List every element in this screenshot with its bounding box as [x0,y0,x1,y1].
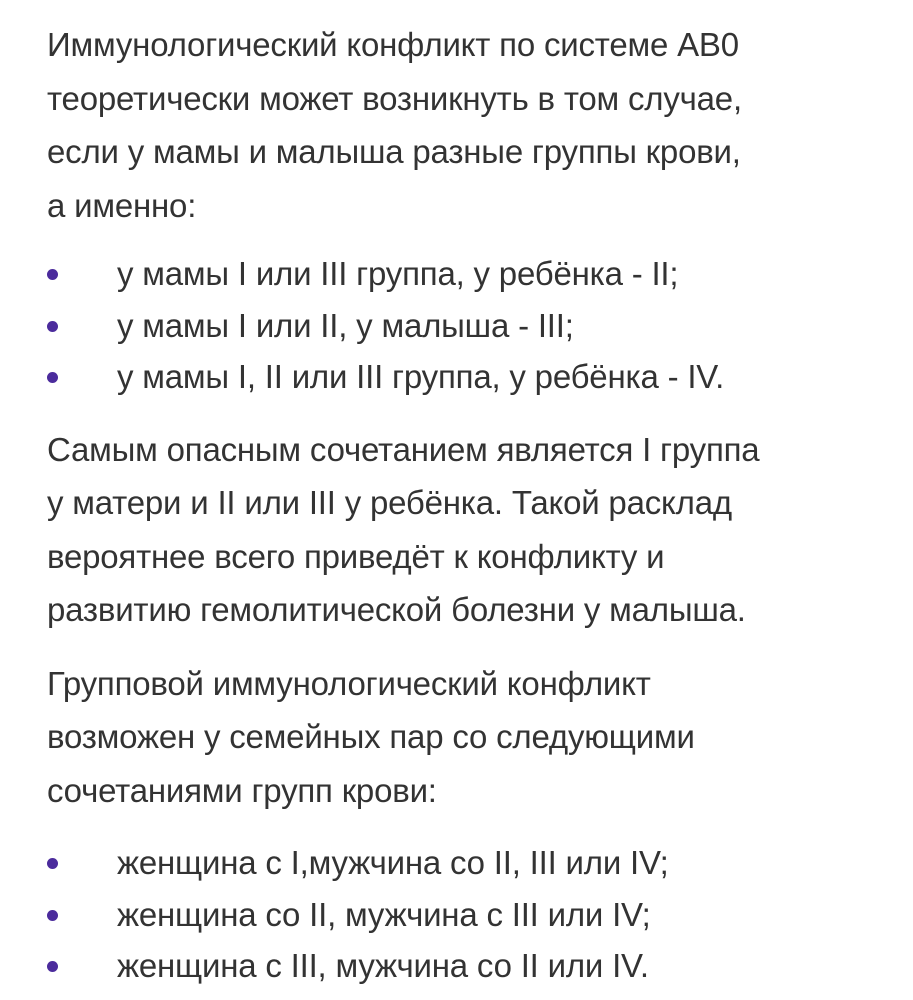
bullet-icon [47,858,58,869]
intro-paragraph [47,18,907,232]
bullet-icon [47,910,58,921]
danger-paragraph [47,423,907,637]
couples-paragraph [47,657,907,818]
spacer [47,232,907,248]
text-line: возможен у семейных пар со следующими [47,718,695,755]
text-line: теоретически может возникнуть в том случае, [47,79,742,117]
bullet-icon [47,269,58,280]
spacer [47,817,907,837]
list-item [47,837,907,889]
text-line: если у мамы и малыша разные группы крови, [47,133,741,170]
list-item-text: женщина со II, мужчина с III или IV; [117,895,651,933]
spacer [47,403,907,423]
spacer [47,637,907,657]
list-item [47,940,907,992]
text-line: развитию гемолитической болезни у малыша. [47,591,746,628]
bullet-icon [47,321,58,332]
list-item [47,248,907,300]
list-item-text: женщина с I,мужчина со II, III или IV; [117,844,669,881]
bullet-icon [47,372,58,383]
text-line: у матери и II или III у ребёнка. Такой расклад [47,484,732,521]
list-item-text: женщина с III, мужчина со II или IV. [117,947,649,984]
text-line: а именно: [47,186,197,224]
list-item-text: у мамы I, II или III группа, у ребёнка - IV. [117,358,725,395]
text-line: сочетаниями групп крови: [47,771,437,809]
list-item-text: у мамы I или III группа, у ребёнка - II; [117,255,679,292]
text-line: Самым опасным сочетанием является I группа [47,430,760,468]
list-item-text: у мамы I или II, у малыша - III; [117,306,574,344]
list-item [47,889,907,941]
text-line: Иммунологический конфликт по системе AB0 [47,26,739,63]
text-line: вероятнее всего приведёт к конфликту и [47,537,665,575]
list-item [47,351,907,403]
bullet-icon [47,961,58,972]
text-line: Групповой иммунологический конфликт [47,664,651,702]
mother-child-combinations-list [47,248,907,403]
list-item [47,300,907,352]
article-body [47,18,907,992]
couple-combinations-list [47,837,907,992]
